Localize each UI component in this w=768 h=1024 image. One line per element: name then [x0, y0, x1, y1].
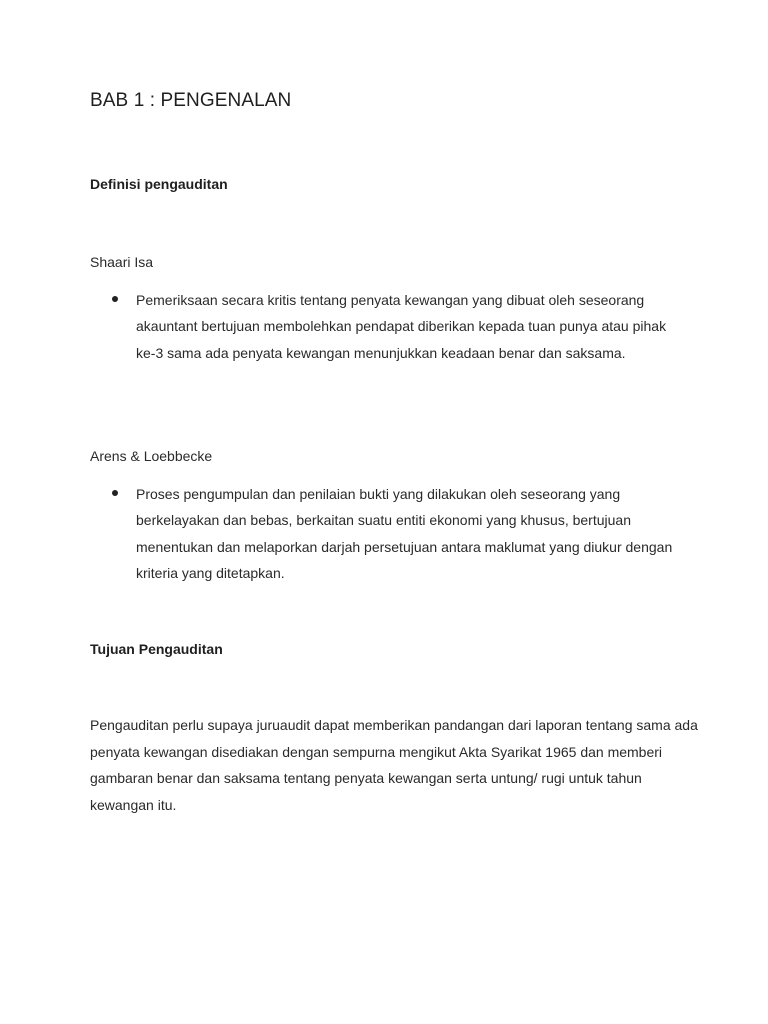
- section-heading-definition: Definisi pengauditan: [90, 176, 228, 192]
- definition-author: Shaari Isa: [90, 254, 154, 270]
- bullet-icon: [112, 296, 118, 302]
- bullet-icon: [112, 490, 118, 496]
- definition-text: Proses pengumpulan dan penilaian bukti yang dilakukan oleh seseorang yang berkelayakan dan bebas, berkaitan suatu entiti ekonomi yang khusus, bertujuan menentukan dan melaporkan darjah persetujuan antara maklumat yang diukur dengan kriteria yang ditetapkan.: [136, 486, 673, 581]
- purpose-paragraph: Pengauditan perlu supaya juruaudit dapat memberikan pandangan dari laporan tentang sama ada penyata kewangan disediakan dengan sempurna mengikut Akta Syarikat 1965 dan memberi gambaran benar dan saksama tentang penyata kewangan serta untung/ rugi untuk tahun kewangan itu.: [90, 717, 698, 813]
- chapter-title: BAB 1 : PENGENALAN: [90, 90, 292, 111]
- definition-author: Arens & Loebbecke: [90, 448, 213, 464]
- section-heading-purpose: Tujuan Pengauditan: [90, 641, 223, 657]
- definition-text: Pemeriksaan secara kritis tentang penyata kewangan yang dibuat oleh seseorang akauntant bertujuan membolehkan pendapat diberikan kepada tuan punya atau pihak ke-3 sama ada penyata kewangan menunjukkan keadaan benar dan saksama.: [136, 292, 667, 361]
